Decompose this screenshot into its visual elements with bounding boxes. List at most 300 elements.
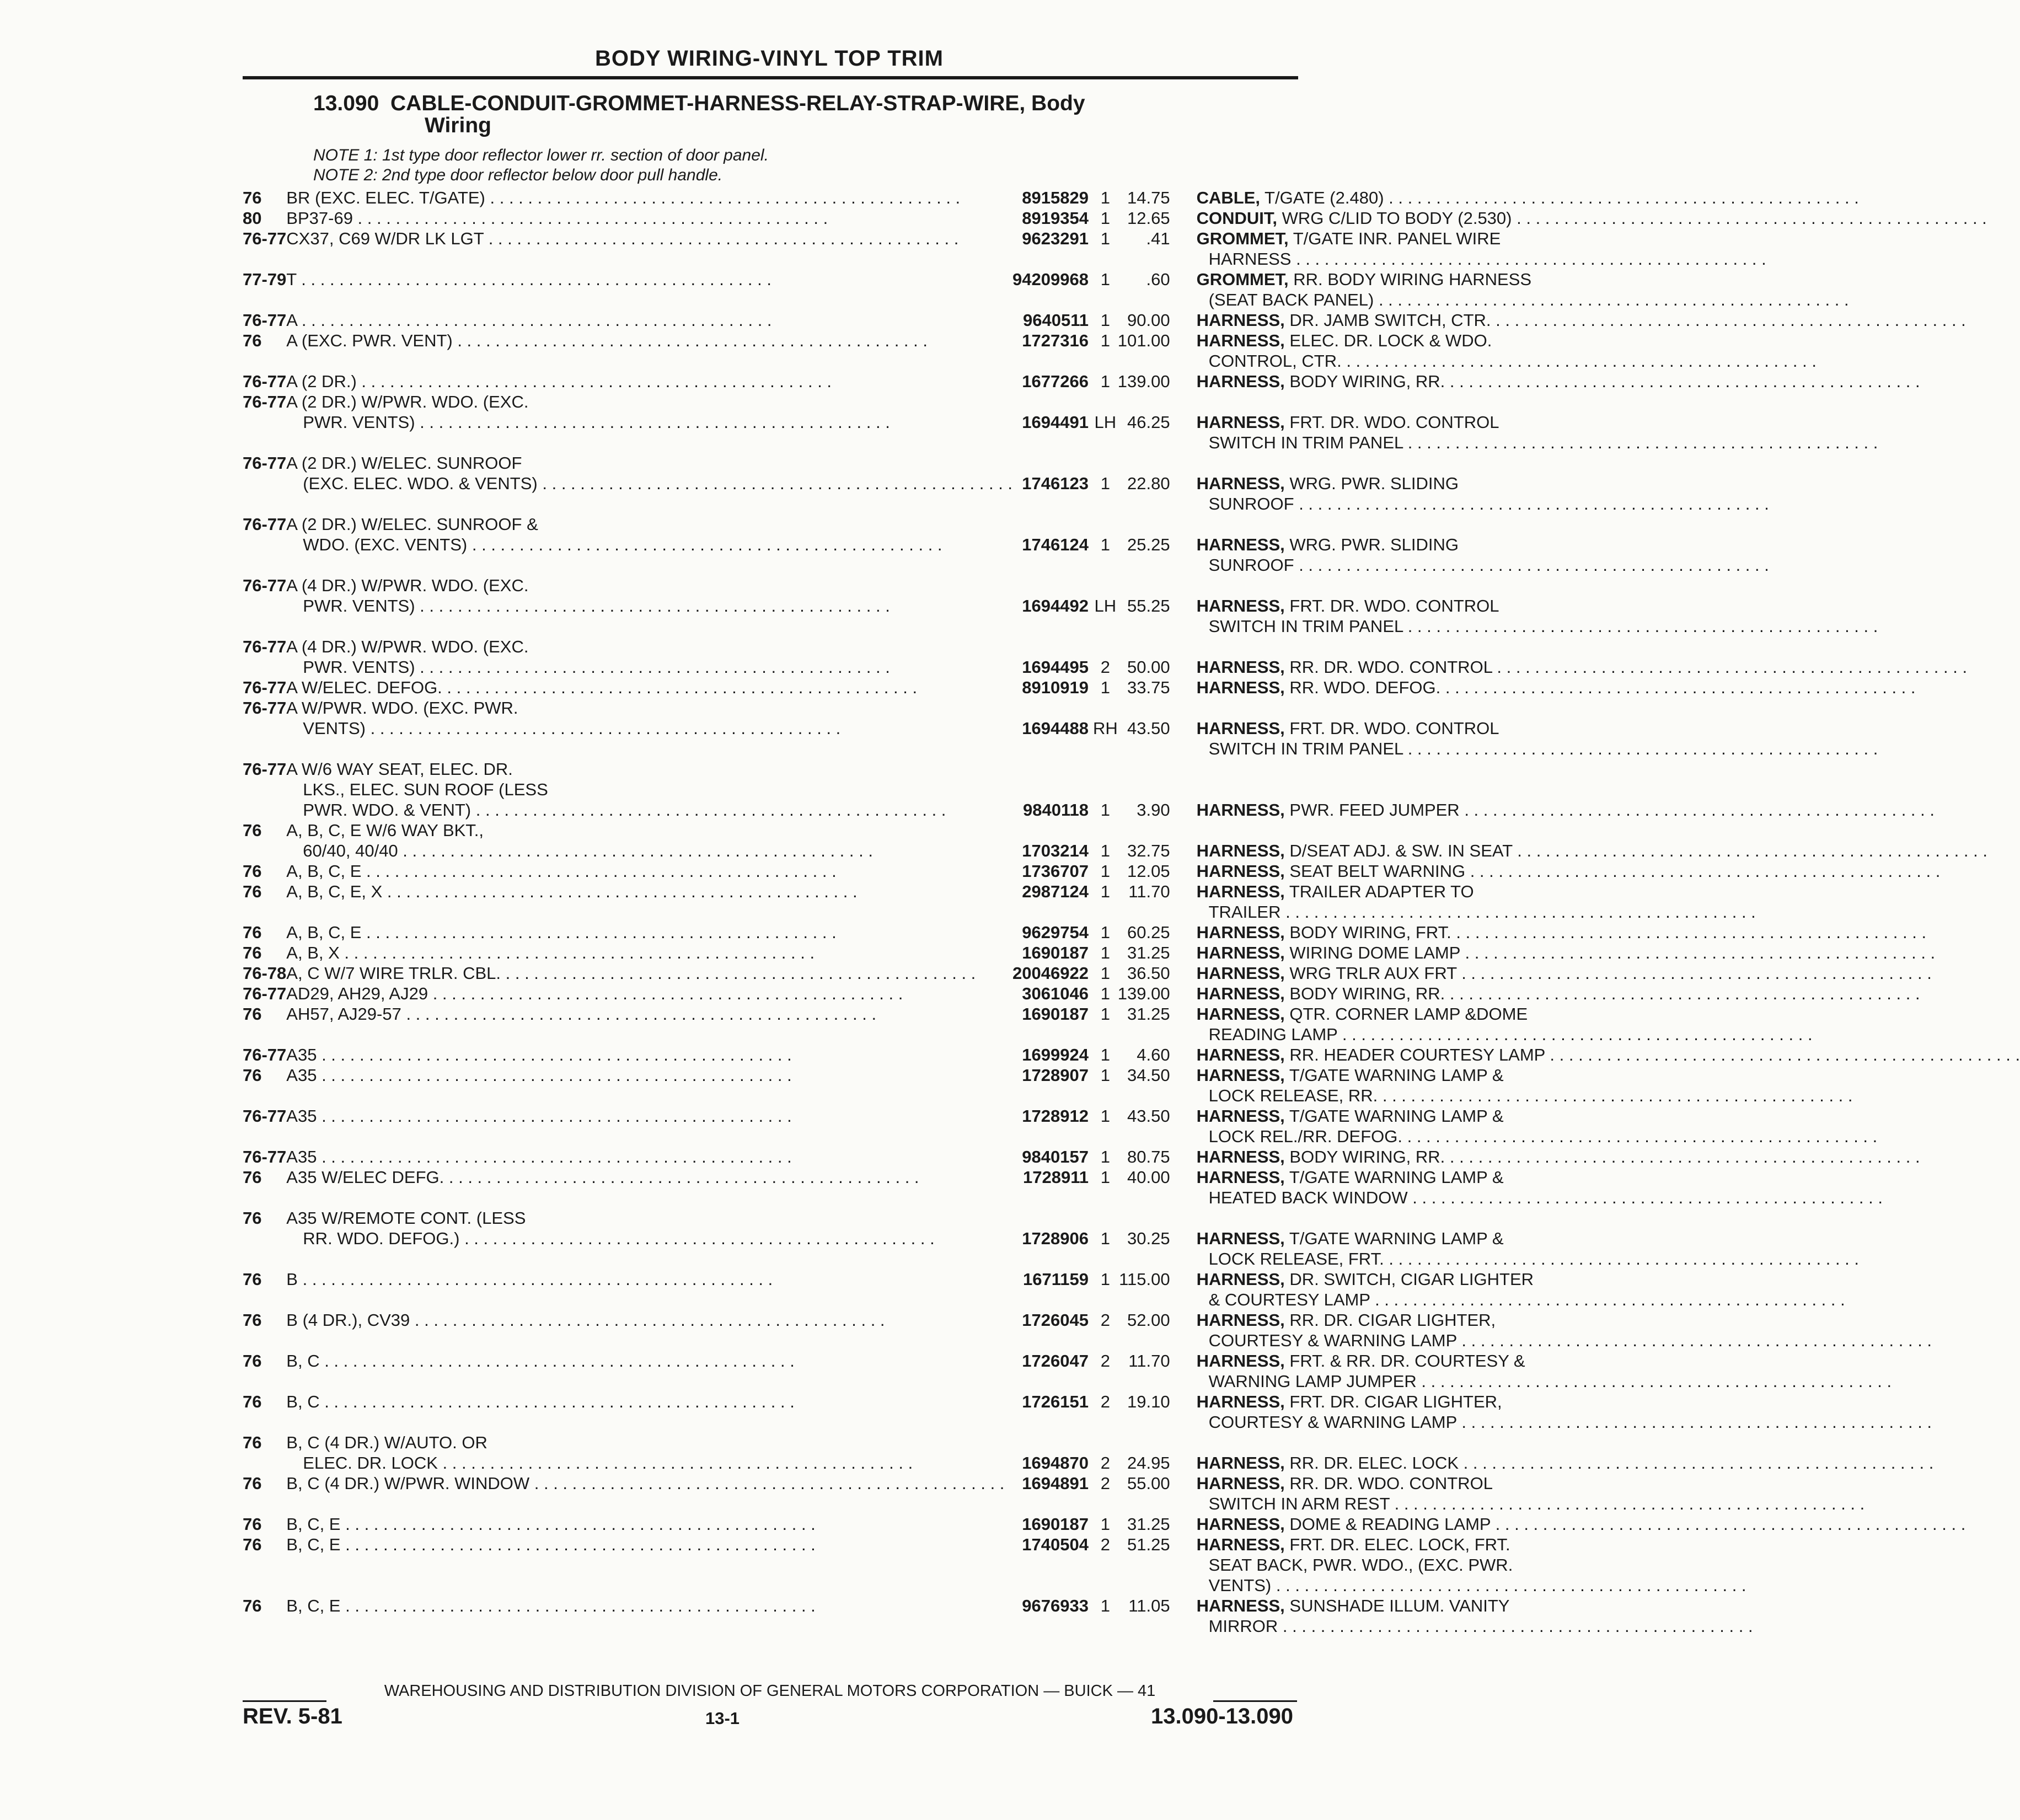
quantity: 1 [1100, 1045, 1110, 1064]
part-name: HARNESS, [1196, 678, 1285, 697]
description-text: SEAT BACK, PWR. WDO., (EXC. PWR. [1208, 1555, 1513, 1575]
part-number-cell [1012, 392, 1093, 453]
model-line: A, B, C, E W/6 WAY BKT., [286, 821, 484, 840]
part-name: HARNESS, [1196, 1045, 1285, 1064]
year: 76 [243, 188, 262, 207]
table-row [243, 1065, 2020, 1106]
section-number: 13.090 [313, 92, 379, 115]
table-row [243, 759, 2020, 820]
description-cell [1197, 453, 2020, 514]
quantity-cell [1093, 820, 1118, 861]
model-line: T . . . [286, 269, 1012, 290]
part-number-cell [1012, 881, 1093, 922]
quantity: 1 [1100, 1168, 1110, 1187]
part-number: 1728912 [1022, 1106, 1089, 1126]
year-cell [243, 1106, 286, 1147]
quantity-cell [1093, 1004, 1118, 1045]
quantity: 2 [1100, 1474, 1110, 1493]
quantity: 1 [1100, 984, 1110, 1003]
price: 25.25 [1127, 535, 1170, 554]
quantity-cell [1093, 1432, 1118, 1473]
description-cell [1197, 1514, 2020, 1534]
price-cell [1118, 1045, 1197, 1065]
year: 76-77 [243, 515, 287, 534]
description-line [1197, 188, 2020, 208]
part-number: 9629754 [1022, 923, 1089, 942]
description-text: DR. JAMB SWITCH, CTR. [1289, 311, 1491, 330]
description-line [1197, 351, 2020, 371]
description-text: T/GATE WARNING LAMP & [1289, 1168, 1504, 1187]
year: 76 [243, 1514, 262, 1534]
description-line [1197, 1453, 2020, 1473]
model-line: B, C (4 DR.) W/PWR. WINDOW . . . [286, 1473, 1012, 1494]
description-cell [1197, 514, 2020, 575]
quantity-cell [1093, 759, 1118, 820]
description-cell [1197, 698, 2020, 759]
description-text: WRG. PWR. SLIDING [1289, 535, 1459, 554]
price-cell [1118, 330, 1197, 371]
description-line [1197, 1024, 2020, 1045]
description-text: RR. DR. WDO. CONTROL [1289, 1474, 1493, 1493]
year: 76-77 [243, 1045, 287, 1064]
model-cell [286, 1208, 1012, 1269]
part-name: HARNESS, [1196, 1596, 1285, 1615]
model-cell [286, 1045, 1012, 1065]
model-line: B . . . [286, 1269, 1012, 1289]
model-cell [286, 371, 1012, 392]
description-cell [1197, 269, 2020, 310]
part-number-cell [1012, 514, 1093, 575]
note-2: NOTE 2: 2nd type door reflector below door pull handle. [313, 166, 723, 184]
model-line: B, C (4 DR.) W/AUTO. OR [286, 1433, 487, 1452]
description-line [1197, 1534, 2020, 1555]
quantity-cell [1093, 1391, 1118, 1432]
model-cell [286, 1310, 1012, 1351]
part-name: HARNESS, [1196, 882, 1285, 901]
quantity: 1 [1100, 311, 1110, 330]
part-number-cell [1012, 575, 1093, 636]
model-line: A35 . . . [286, 1045, 1012, 1065]
table-row [243, 1432, 2020, 1473]
table-row [243, 881, 2020, 922]
description-text: LOCK RELEASE, FRT. [1208, 1249, 1384, 1268]
description-text: RR. HEADER COURTESY LAMP [1289, 1045, 1545, 1064]
part-name: HARNESS, [1196, 984, 1285, 1003]
model-cell [286, 1167, 1012, 1208]
table-row [243, 963, 2020, 983]
description-cell [1197, 677, 2020, 698]
description-text: SWITCH IN ARM REST [1208, 1494, 1390, 1513]
part-number: 1746123 [1022, 474, 1089, 493]
price-cell [1118, 575, 1197, 636]
part-number: 8915829 [1022, 188, 1089, 207]
part-number-cell [1012, 820, 1093, 861]
model-cell [286, 392, 1012, 453]
table-row [243, 861, 2020, 881]
description-cell [1197, 963, 2020, 983]
model-line: A35 . . . [286, 1106, 1012, 1126]
price-cell [1118, 188, 1197, 208]
year-cell [243, 392, 286, 453]
table-row [243, 1534, 2020, 1596]
price-cell [1118, 1065, 1197, 1106]
description-text: SWITCH IN TRIM PANEL [1208, 739, 1403, 758]
model-cell [286, 881, 1012, 922]
description-line [1197, 1085, 2020, 1106]
model-line: A35 W/ELEC DEFG. . . . [286, 1167, 1012, 1187]
price: 22.80 [1127, 474, 1170, 493]
quantity-cell [1093, 330, 1118, 371]
quantity-cell [1093, 310, 1118, 330]
part-name: HARNESS, [1196, 800, 1285, 820]
year: 76 [243, 1596, 262, 1615]
part-number-cell [1012, 1208, 1093, 1269]
part-number-cell [1012, 453, 1093, 514]
description-text: FRT. & RR. DR. COURTESY & [1289, 1351, 1525, 1371]
price-cell [1118, 1269, 1197, 1310]
part-number: 1728906 [1022, 1229, 1089, 1248]
description-line [1197, 330, 2020, 351]
description-text: SEAT BELT WARNING [1289, 861, 1466, 881]
part-number: 1726045 [1022, 1310, 1089, 1330]
description-text: TRAILER ADAPTER TO [1289, 882, 1474, 901]
part-number-cell [1012, 922, 1093, 943]
year: 76-77 [243, 453, 287, 473]
quantity-cell [1093, 1596, 1118, 1636]
description-text: BODY WIRING, RR. [1289, 1147, 1445, 1166]
description-cell [1197, 1391, 2020, 1432]
year-cell [243, 453, 286, 514]
model-cell [286, 922, 1012, 943]
description-cell [1197, 330, 2020, 371]
quantity-cell [1093, 371, 1118, 392]
part-number: 1690187 [1022, 1004, 1089, 1024]
part-number: 2987124 [1022, 882, 1089, 901]
description-line [1197, 228, 2020, 249]
model-cell [286, 1269, 1012, 1310]
description-text: RR. DR. WDO. CONTROL [1289, 657, 1492, 677]
description-text: HEATED BACK WINDOW [1208, 1188, 1408, 1207]
part-number: 1694491 [1022, 413, 1089, 432]
model-cell [286, 1004, 1012, 1045]
part-number-cell [1012, 861, 1093, 881]
part-number-cell [1012, 1147, 1093, 1167]
quantity-cell [1093, 1534, 1118, 1596]
model-line: A . . . [286, 310, 1012, 330]
description-line [1197, 1473, 2020, 1494]
description-line [1197, 841, 2020, 861]
year: 80 [243, 208, 262, 228]
part-name: HARNESS, [1196, 413, 1285, 432]
quantity: 1 [1100, 270, 1110, 289]
description-cell [1197, 1106, 2020, 1147]
model-cell [286, 963, 1012, 983]
description-line [1197, 1228, 2020, 1249]
description-text: FRT. DR. ELEC. LOCK, FRT. [1289, 1535, 1510, 1554]
description-text: & COURTESY LAMP [1208, 1290, 1370, 1309]
price-cell [1118, 1004, 1197, 1045]
description-text: SWITCH IN TRIM PANEL [1208, 433, 1403, 452]
header-rule [243, 76, 1298, 79]
year: 76 [243, 1310, 262, 1330]
price-cell [1118, 1351, 1197, 1391]
model-line: A, B, C, E . . . [286, 922, 1012, 943]
part-name: HARNESS, [1196, 474, 1285, 493]
description-line [1197, 738, 2020, 759]
year-cell [243, 188, 286, 208]
description-line [1197, 1126, 2020, 1147]
page-header-title: BODY WIRING-VINYL TOP TRIM [595, 46, 944, 71]
model-line: A, C W/7 WIRE TRLR. CBL. . . . [286, 963, 1012, 983]
quantity: 1 [1100, 1596, 1110, 1615]
part-number-cell [1012, 677, 1093, 698]
model-line: AD29, AH29, AJ29 . . . [286, 983, 1012, 1004]
description-cell [1197, 861, 2020, 881]
model-cell [286, 1106, 1012, 1147]
quantity-cell [1093, 208, 1118, 228]
quantity: 1 [1100, 800, 1110, 820]
quantity: 2 [1100, 1535, 1110, 1554]
model-line: VENTS) . . . [286, 718, 1012, 738]
quantity: 1 [1100, 1147, 1110, 1166]
part-name: GROMMET, [1196, 270, 1289, 289]
part-number-cell [1012, 963, 1093, 983]
year: 76-77 [243, 229, 287, 248]
price: 33.75 [1127, 678, 1170, 697]
description-cell [1197, 310, 2020, 330]
quantity: 1 [1100, 861, 1110, 881]
model-line: A (2 DR.) . . . [286, 371, 1012, 392]
year-cell [243, 698, 286, 759]
part-number: 94209968 [1012, 270, 1089, 289]
note-1: NOTE 1: 1st type door reflector lower rr. section of door panel. [313, 146, 769, 164]
year: 76-77 [243, 392, 287, 411]
year-cell [243, 514, 286, 575]
quantity-cell [1093, 1514, 1118, 1534]
part-number-cell [1012, 1351, 1093, 1391]
year-cell [243, 1310, 286, 1351]
quantity-cell [1093, 188, 1118, 208]
table-row [243, 453, 2020, 514]
description-cell [1197, 1004, 2020, 1045]
part-number-cell [1012, 228, 1093, 269]
year-cell [243, 636, 286, 677]
price-cell [1118, 922, 1197, 943]
price-cell [1118, 1147, 1197, 1167]
description-cell [1197, 1310, 2020, 1351]
description-text: T/GATE INR. PANEL WIRE [1293, 229, 1501, 248]
quantity: 1 [1100, 678, 1110, 697]
description-line [1197, 1004, 2020, 1024]
price: 101.00 [1117, 331, 1170, 350]
description-text: CONTROL, CTR. [1208, 351, 1342, 371]
part-name: HARNESS, [1196, 1514, 1285, 1534]
model-line: PWR. WDO. & VENT) . . . [286, 800, 1012, 820]
parts-table [243, 188, 2020, 1636]
description-line [1197, 1330, 2020, 1351]
part-name: HARNESS, [1196, 841, 1285, 860]
part-number: 1726151 [1022, 1392, 1089, 1411]
year: 76-77 [243, 311, 287, 330]
price-cell [1118, 820, 1197, 861]
part-name: HARNESS, [1196, 1168, 1285, 1187]
footer-division: WAREHOUSING AND DISTRIBUTION DIVISION OF GENERAL MOTORS CORPORATION — BUICK — 41 [384, 1682, 1156, 1700]
part-name: HARNESS, [1196, 1229, 1285, 1248]
part-name: HARNESS, [1196, 1474, 1285, 1493]
part-number: 1728911 [1022, 1168, 1089, 1187]
year: 76-77 [243, 637, 287, 656]
year: 76-77 [243, 678, 287, 697]
description-line [1197, 249, 2020, 269]
part-number-cell [1012, 269, 1093, 310]
model-cell [286, 1391, 1012, 1432]
model-cell [286, 677, 1012, 698]
model-cell [286, 1514, 1012, 1534]
section-title [313, 93, 1295, 137]
part-number-cell [1012, 983, 1093, 1004]
section-range: 13.090-13.090 [1150, 1704, 1293, 1728]
table-row [243, 188, 2020, 208]
description-text: QTR. CORNER LAMP &DOME [1289, 1004, 1528, 1024]
table-row [243, 1596, 2020, 1636]
part-name: GROMMET, [1196, 229, 1289, 248]
description-line [1197, 1575, 2020, 1596]
quantity-cell [1093, 1167, 1118, 1208]
description-line [1197, 963, 2020, 983]
table-row [243, 1147, 2020, 1167]
part-number: 1699924 [1022, 1045, 1089, 1064]
price-cell [1118, 1310, 1197, 1351]
table-row [243, 1351, 2020, 1391]
quantity-cell [1093, 1269, 1118, 1310]
part-number-cell [1012, 371, 1093, 392]
price-cell [1118, 861, 1197, 881]
price: 31.25 [1127, 1004, 1170, 1024]
part-number-cell [1012, 1432, 1093, 1473]
model-cell [286, 1432, 1012, 1473]
price-cell [1118, 677, 1197, 698]
part-number: 1746124 [1022, 535, 1089, 554]
description-cell [1197, 636, 2020, 677]
table-row [243, 514, 2020, 575]
year: 76-78 [243, 963, 287, 983]
quantity-cell [1093, 1473, 1118, 1514]
price-cell [1118, 371, 1197, 392]
part-number-cell [1012, 1065, 1093, 1106]
price-cell [1118, 1432, 1197, 1473]
year-cell [243, 1473, 286, 1514]
part-number-cell [1012, 330, 1093, 371]
model-line: A (4 DR.) W/PWR. WDO. (EXC. [286, 637, 529, 656]
description-cell [1197, 392, 2020, 453]
year-cell [243, 1045, 286, 1065]
description-text: RR. WDO. DEFOG. [1289, 678, 1441, 697]
quantity-cell [1093, 514, 1118, 575]
price: .41 [1146, 229, 1170, 248]
model-cell [286, 1065, 1012, 1106]
description-text: LOCK REL./RR. DEFOG. [1208, 1127, 1402, 1146]
part-name: HARNESS, [1196, 1066, 1285, 1085]
price: 12.65 [1127, 208, 1170, 228]
part-number: 1736707 [1022, 861, 1089, 881]
section-title-line2: Wiring [425, 114, 491, 137]
quantity-cell [1093, 1147, 1118, 1167]
description-cell [1197, 881, 2020, 922]
model-line: B, C, E . . . [286, 1596, 1012, 1616]
description-text: HARNESS [1208, 249, 1292, 269]
year: 76 [243, 1535, 262, 1554]
description-cell [1197, 1147, 2020, 1167]
model-cell [286, 330, 1012, 371]
year-cell [243, 1147, 286, 1167]
quantity: 1 [1100, 208, 1110, 228]
part-number-cell [1012, 636, 1093, 677]
model-line: A35 . . . [286, 1065, 1012, 1085]
description-text: MIRROR [1208, 1616, 1278, 1636]
description-cell [1197, 1208, 2020, 1269]
price-cell [1118, 943, 1197, 963]
part-number: 1728907 [1022, 1066, 1089, 1085]
year: 76 [243, 1433, 262, 1452]
price-cell [1118, 963, 1197, 983]
description-line [1197, 1147, 2020, 1167]
description-text: ELEC. DR. LOCK & WDO. [1289, 331, 1492, 350]
model-cell [286, 208, 1012, 228]
table-row [243, 1473, 2020, 1514]
price: 11.70 [1128, 1351, 1170, 1371]
year-cell [243, 861, 286, 881]
description-line [1197, 412, 2020, 432]
description-line [1197, 1065, 2020, 1085]
model-line: A35 W/REMOTE CONT. (LESS [286, 1208, 526, 1228]
table-row [243, 1310, 2020, 1351]
quantity: 1 [1100, 331, 1110, 350]
description-line [1197, 881, 2020, 902]
description-cell [1197, 759, 2020, 820]
price: 51.25 [1127, 1535, 1170, 1554]
description-text: RR. DR. ELEC. LOCK [1289, 1453, 1459, 1473]
table-row [243, 636, 2020, 677]
price-cell [1118, 310, 1197, 330]
year-cell [243, 1432, 286, 1473]
price: 14.75 [1127, 188, 1170, 207]
model-line: A W/6 WAY SEAT, ELEC. DR. [286, 759, 513, 779]
quantity: 1 [1100, 474, 1110, 493]
description-cell [1197, 208, 2020, 228]
part-number: 9840157 [1022, 1147, 1089, 1166]
description-text: SWITCH IN TRIM PANEL [1208, 617, 1403, 636]
quantity: 1 [1100, 1270, 1110, 1289]
description-line [1197, 1596, 2020, 1616]
table-row [243, 698, 2020, 759]
description-cell [1197, 1596, 2020, 1636]
part-number: 1694891 [1022, 1474, 1089, 1493]
page-number: 13-1 [705, 1709, 740, 1728]
model-line: B, C . . . [286, 1391, 1012, 1412]
model-line: RR. WDO. DEFOG.) . . . [286, 1228, 1012, 1249]
description-line [1197, 596, 2020, 616]
year-cell [243, 881, 286, 922]
price: 24.95 [1127, 1453, 1170, 1473]
revision-date: REV. 5-81 [243, 1704, 342, 1728]
description-line [1197, 902, 2020, 922]
description-line [1197, 534, 2020, 555]
model-line: CX37, C69 W/DR LK LGT . . . [286, 228, 1012, 249]
description-line [1197, 1494, 2020, 1514]
model-cell [286, 636, 1012, 677]
year: 76-77 [243, 984, 287, 1003]
part-name: HARNESS, [1196, 311, 1285, 330]
